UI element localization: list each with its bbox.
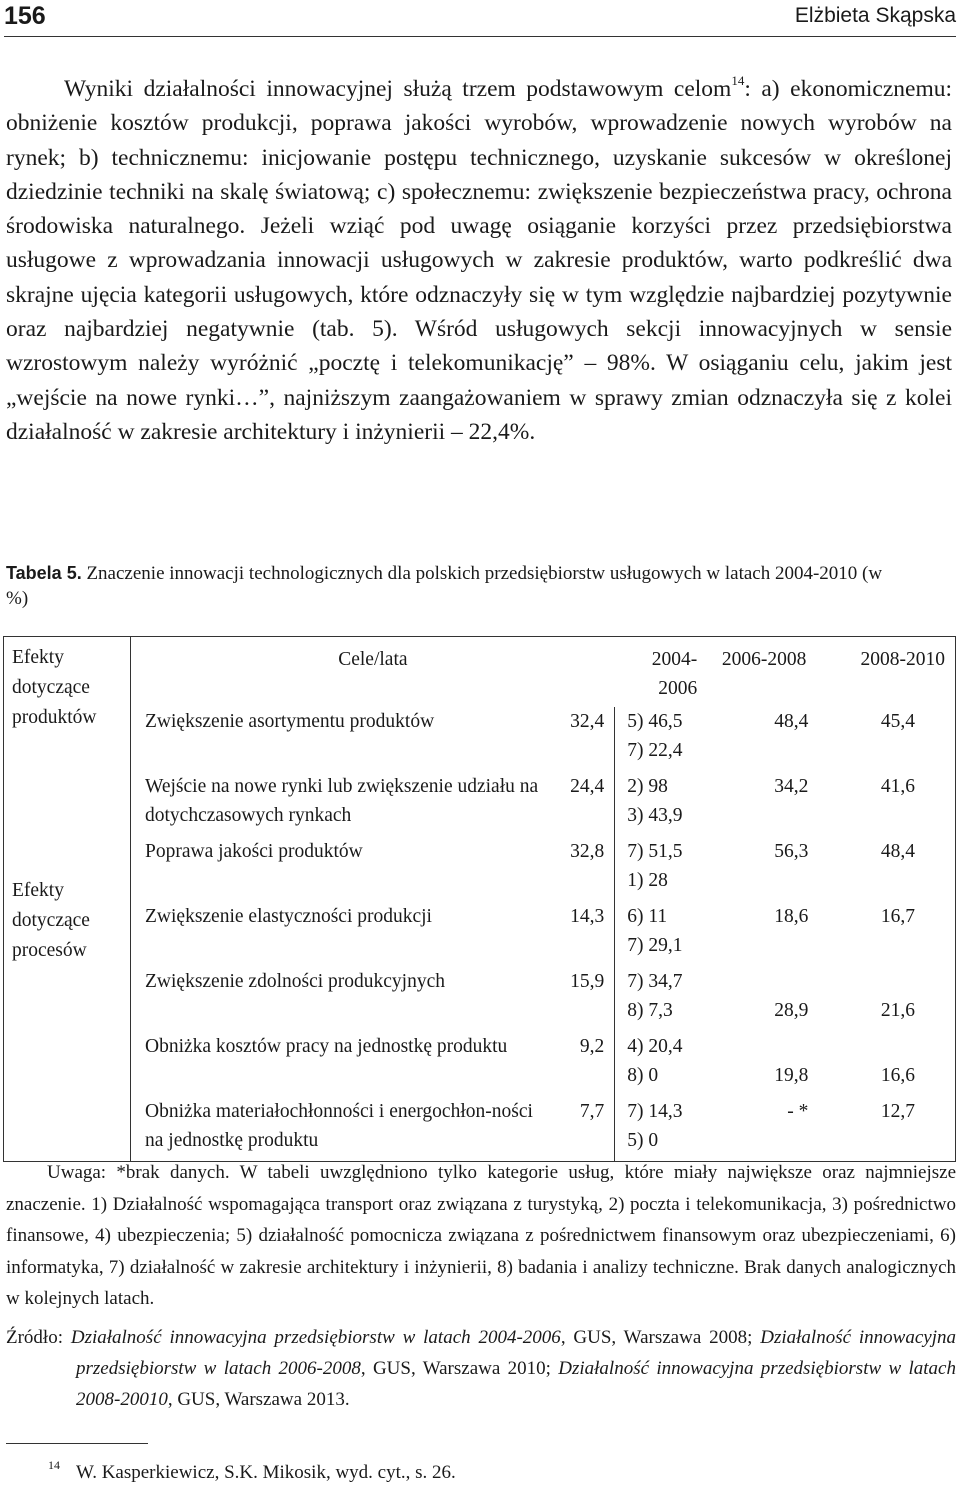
header-2004-2006: 2004-2006 — [651, 649, 698, 699]
source-label: Źródło: — [6, 1327, 71, 1348]
data-table — [3, 636, 956, 1162]
footnote-ref[interactable]: 14 — [731, 73, 745, 89]
row-2004-2006-total: 15,9 — [570, 971, 605, 992]
detail-value-2: 8) 7,3 — [627, 1000, 673, 1021]
table-main — [131, 637, 956, 1162]
running-head-author: Elżbieta Skąpska — [794, 4, 956, 27]
source-pub-3: , GUS, Warszawa 2013. — [167, 1389, 350, 1410]
row-2006-2008: 19,8 — [774, 1065, 809, 1086]
row-2004-2006-total: 7,7 — [579, 1101, 605, 1122]
source-pub-2: , GUS, Warszawa 2010; — [360, 1358, 559, 1379]
table-title: Znaczenie innowacji technologicznych dla polskich przedsiębiorstw usługowych w latach 2004-2010 (w %) — [6, 563, 883, 609]
detail-value-1: 7) 34,7 — [627, 971, 683, 992]
detail-value-1: 7) 51,5 — [627, 841, 683, 862]
row-2004-2006-total: 32,8 — [570, 841, 605, 862]
table-row — [131, 707, 955, 772]
footnote — [48, 1457, 456, 1486]
table-row — [131, 837, 955, 902]
row-2004-2006-total: 32,4 — [570, 711, 605, 732]
page-header — [0, 0, 960, 36]
row-2006-2008: - * — [787, 1101, 809, 1122]
row-2008-2010: 12,7 — [880, 1101, 915, 1122]
body-text-rest: : a) ekonomicznemu: obniżenie kosztów produkcji, poprawa jakości wyrobów, wprowadzenie nowych wyrobów na rynek; b) technicznemu: inicjowanie postępu technicznego, uzyskanie sukcesów w określonej dziedzinie techniki na skalę światową; c) społecznemu: zwiększenie bezpieczeństwa pracy, ochrona środowiska naturalnego. Jeżeli wziąć pod uwagę osiąganie korzyści przez przedsiębiorstwa usługowe z wprowadzania innowacji usługowych w zakresie produktów, warto podkreślić dwa skrajne ujęcia kategorii usługowych, które odznaczyły się w tym względzie najbardziej pozytywnie oraz najbardziej negatywnie (tab. 5). Wśród usługowych sekcji innowacyjnych w sensie wzrostowym należy wyróżnić „pocztę i telekomunikację” – 98%. W osiąganiu celu, jakim jest „wejście na nowe rynki…”, najniższym zaangażowaniem w sprawy zmian odznaczyła się z kolei działalność w zakresie architektury i inżynierii – 22,4%. — [6, 76, 952, 445]
detail-value-1: 2) 98 — [627, 776, 668, 797]
detail-value-2: 1) 28 — [627, 870, 668, 891]
row-2008-2010: 41,6 — [880, 776, 915, 797]
row-2004-2006-detail — [615, 967, 718, 1032]
row-2006-2008: 48,4 — [774, 711, 809, 732]
footnote-text: W. Kasperkiewicz, S.K. Mikosik, wyd. cyt., s. 26. — [76, 1462, 456, 1483]
header-rule — [4, 36, 956, 37]
table-caption — [6, 561, 906, 611]
row-2004-2006-detail — [615, 837, 718, 902]
detail-value-2: 7) 22,4 — [627, 740, 683, 761]
detail-value-1: 6) 11 — [627, 906, 668, 927]
row-2004-2006-detail — [615, 707, 718, 772]
row-2006-2008: 34,2 — [774, 776, 809, 797]
row-2004-2006-total: 14,3 — [570, 906, 605, 927]
detail-value-2: 3) 43,9 — [627, 805, 683, 826]
row-2008-2010: 21,6 — [880, 1000, 915, 1021]
row-2004-2006-total: 9,2 — [579, 1036, 605, 1057]
source-title-1: Działalność innowacyjna przedsiębiorstw w latach 2004-2006 — [70, 1327, 561, 1348]
source-pub-1: , GUS, Warszawa 2008; — [560, 1327, 761, 1348]
row-2004-2006-detail — [615, 902, 718, 967]
table-source — [6, 1322, 956, 1415]
header-cele-lata: Cele/lata — [338, 649, 408, 670]
row-2008-2010: 16,7 — [880, 906, 915, 927]
row-name: Zwiększenie zdolności produkcyjnych — [145, 971, 445, 992]
footnote-rule — [6, 1443, 148, 1444]
row-2004-2006-detail — [615, 772, 718, 837]
table-row — [131, 1097, 955, 1161]
body-paragraph — [6, 72, 952, 449]
row-2008-2010: 48,4 — [880, 841, 915, 862]
row-2004-2006-detail — [615, 1097, 718, 1161]
row-name: Obniżka kosztów pracy na jednostkę produktu — [145, 1036, 508, 1057]
table-row — [131, 902, 955, 967]
row-2008-2010: 16,6 — [880, 1065, 915, 1086]
detail-value-2: 5) 0 — [627, 1130, 659, 1151]
side-label-processes: Efekty dotyczące procesów — [12, 880, 90, 961]
table-row — [131, 1032, 955, 1097]
table-body — [131, 707, 955, 1161]
table-label: Tabela 5. — [6, 563, 82, 583]
table-row — [131, 967, 955, 1032]
source-title-3: Działalność innowacyjna przedsiębiorstw w latach 2008-20010 — [76, 1358, 956, 1410]
detail-value-1: 4) 20,4 — [627, 1036, 683, 1057]
detail-value-1: 5) 46,5 — [627, 711, 683, 732]
row-2006-2008: 56,3 — [774, 841, 809, 862]
body-text-start: Wyniki działalności innowacyjnej służą trzem podstawowym celom — [64, 76, 732, 102]
row-name: Obniżka materiałochłonności i energochłon-ności na jednostkę produktu — [145, 1101, 533, 1151]
row-name: Wejście na nowe rynki lub zwiększenie udziału na dotychczasowych rynkach — [145, 776, 539, 826]
row-2004-2006-detail — [615, 1032, 718, 1097]
header-2008-2010: 2008-2010 — [860, 649, 945, 670]
row-2006-2008: 18,6 — [774, 906, 809, 927]
detail-value-1: 7) 14,3 — [627, 1101, 683, 1122]
table-header-row — [131, 637, 955, 707]
row-name: Zwiększenie elastyczności produkcji — [145, 906, 432, 927]
header-2006-2008: 2006-2008 — [721, 649, 807, 670]
table-row — [131, 772, 955, 837]
side-labels-cell — [4, 637, 131, 1162]
row-2004-2006-total: 24,4 — [570, 776, 605, 797]
source-title-2: Działalność innowacyjna przedsiębiorstw w latach 2006-2008 — [76, 1327, 956, 1379]
detail-value-2: 8) 0 — [627, 1065, 659, 1086]
row-2006-2008: 28,9 — [774, 1000, 809, 1021]
side-label-products: Efekty dotyczące produktów — [12, 647, 97, 728]
footnote-number: 14 — [48, 1457, 60, 1472]
row-name: Zwiększenie asortymentu produktów — [145, 711, 435, 732]
table-notes: Uwaga: *brak danych. W tabeli uwzględniono tylko kategorie usług, które miały największe oraz najmniejsze znaczenie. 1) Działalność wspomagająca transport oraz związana z turystyką, 2) poczta i telekomunikacja, 3) pośrednictwo finansowe, 4) ubezpieczenia; 5) działalność pomocnicza związana z pośrednictwem finansowym oraz ubezpieczeniami, 6) informatyka, 7) działalność w zakresie architektury i inżynierii, 8) badania i analizy techniczne. Brak danych analogicznych w kolejnych latach. — [6, 1162, 956, 1309]
row-name: Poprawa jakości produktów — [145, 841, 363, 862]
row-2008-2010: 45,4 — [880, 711, 915, 732]
table-inner — [131, 637, 955, 1161]
page-number: 156 — [4, 2, 46, 30]
detail-value-2: 7) 29,1 — [627, 935, 683, 956]
